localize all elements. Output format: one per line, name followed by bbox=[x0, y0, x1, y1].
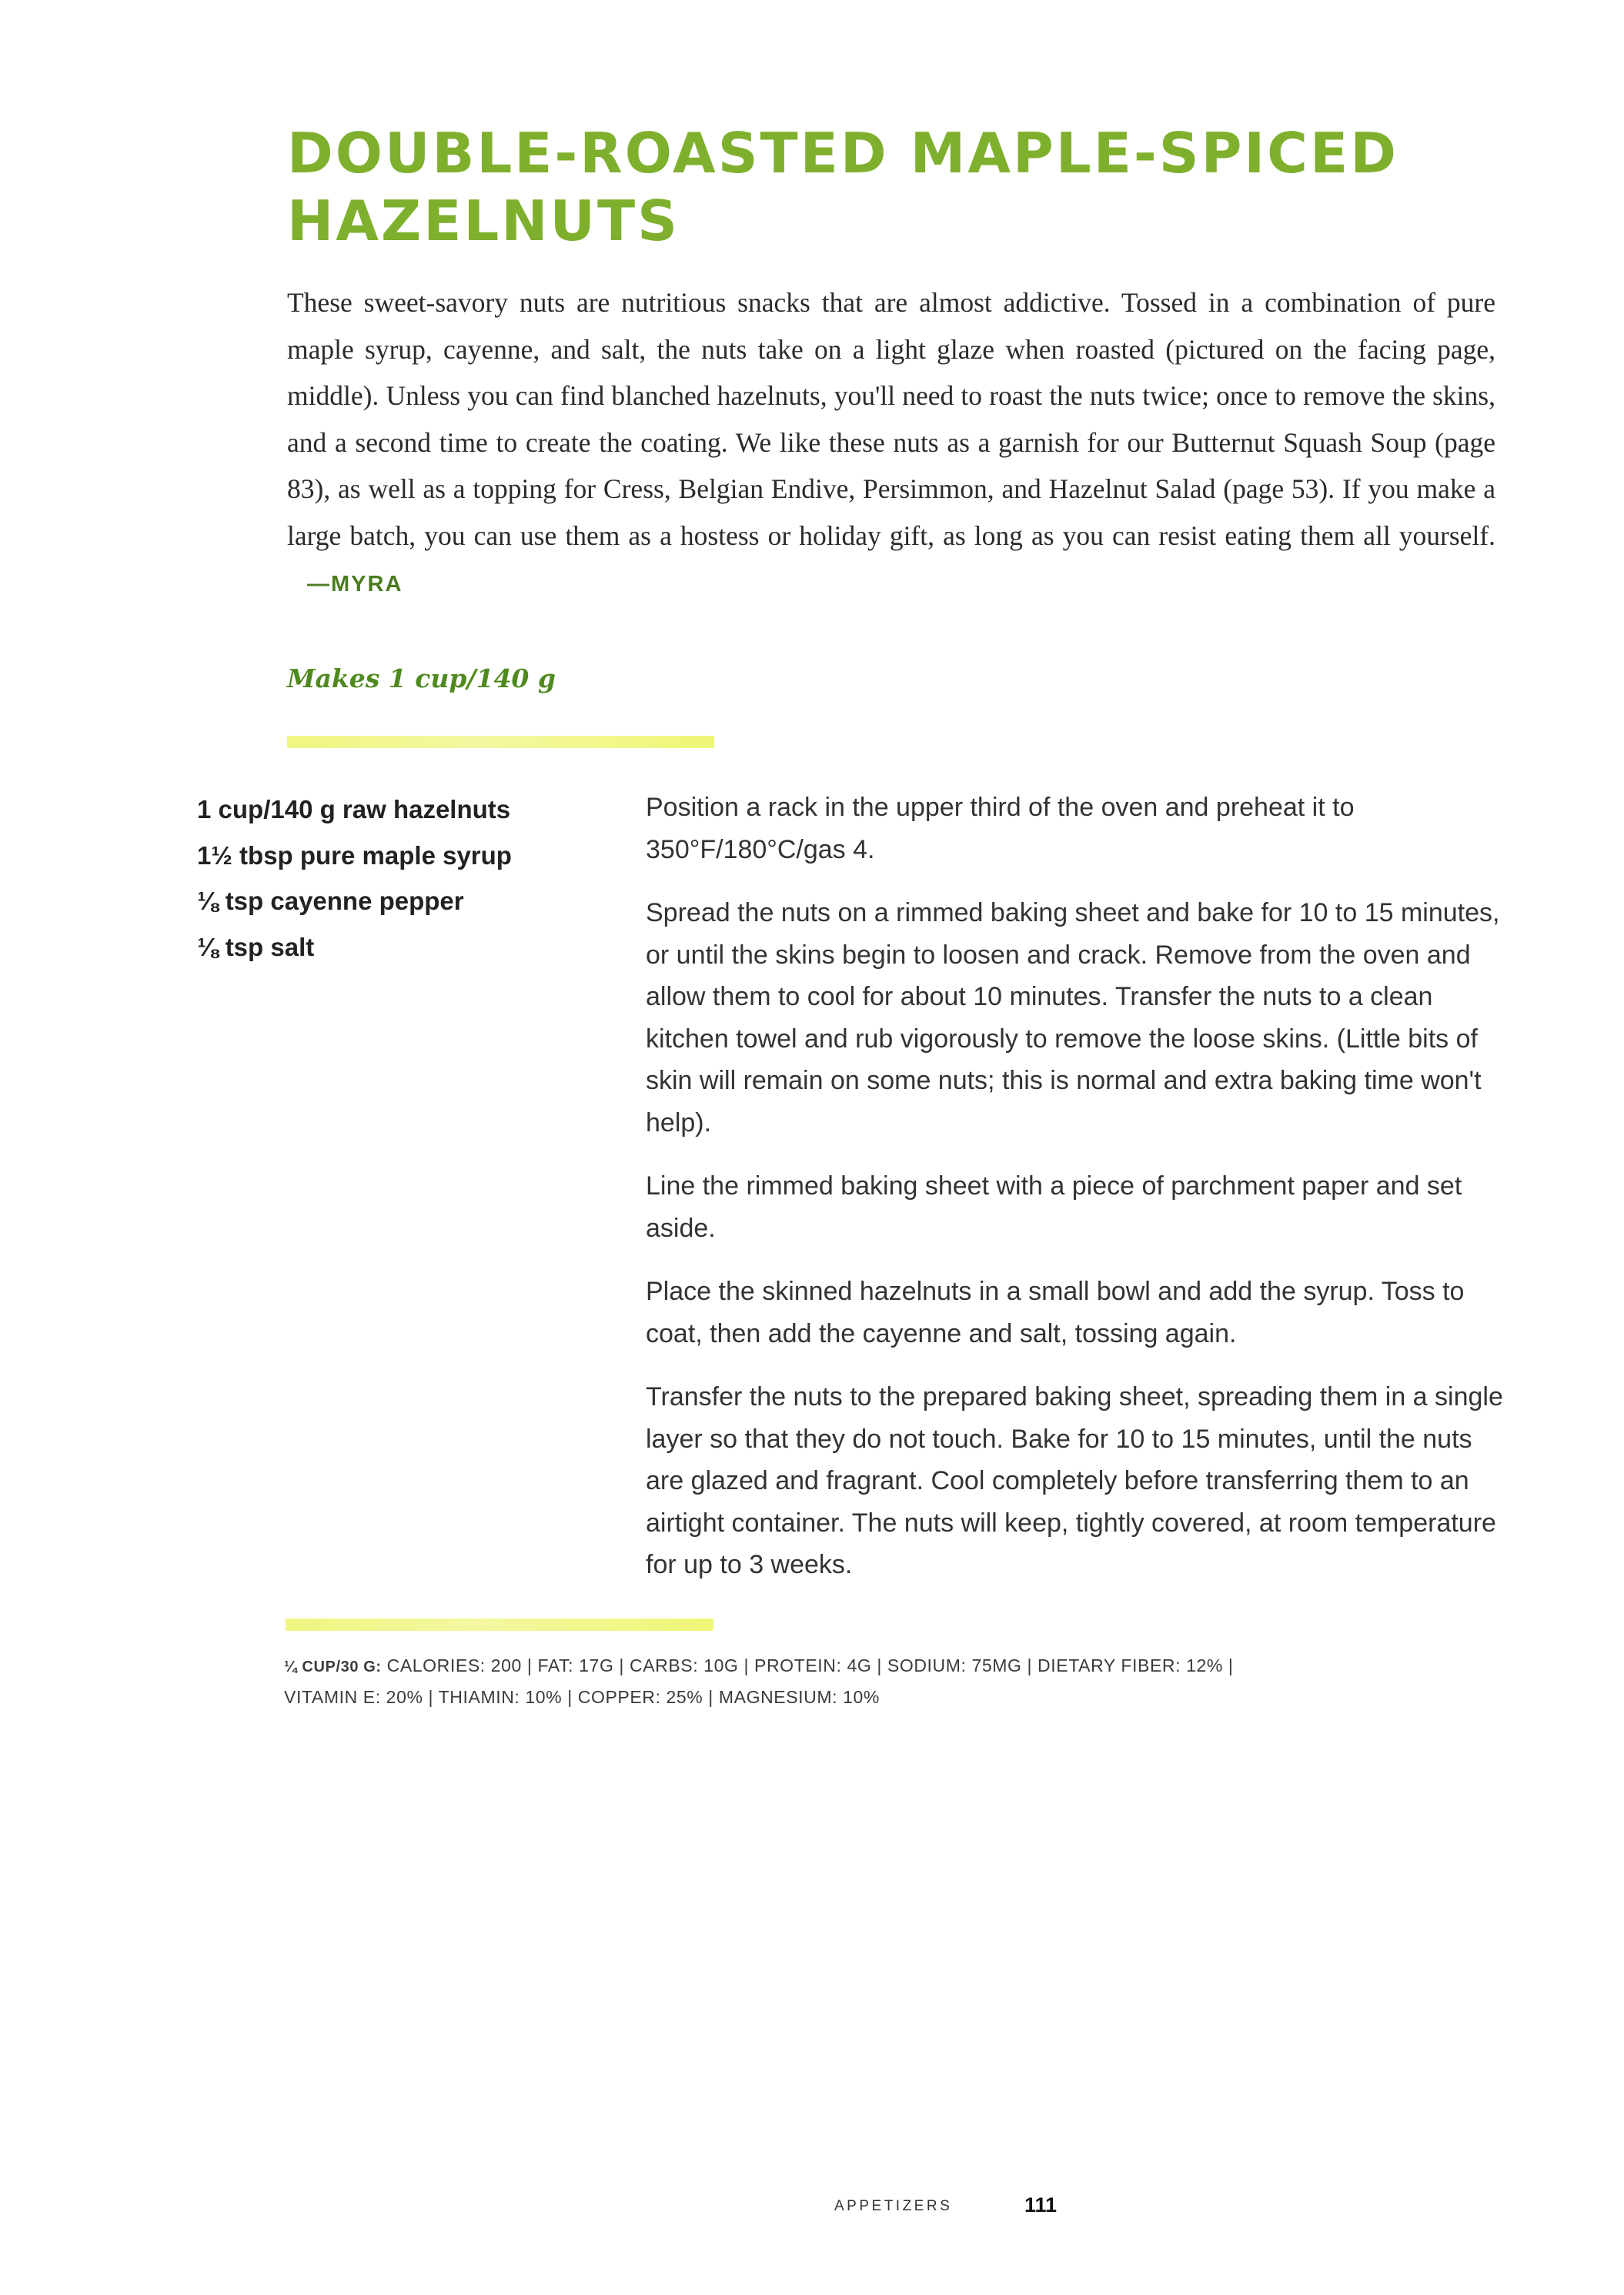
method-step: Transfer the nuts to the prepared baking sheet, spreading them in a single layer so that they do not touch. Bake for 10 to 15 minutes, until the nuts are glazed and fragrant. Cool completely before transferring them to an airtight container. The nuts will keep, tightly covered, at room temperature for up to 3 weeks. bbox=[646, 1382, 1503, 1579]
nutrition-info bbox=[284, 1651, 1554, 1712]
method-steps bbox=[646, 787, 1504, 1608]
nutrition-line-2: VITAMIN E: 20% | THIAMIN: 10% | COPPER: 25% | MAGNESIUM: 10% bbox=[284, 1687, 880, 1707]
method-step: Spread the nuts on a rimmed baking sheet and bake for 10 to 15 minutes, or until the skins begin to loosen and crack. Remove from the oven and allow them to cool for about 10 minutes. Transfer the nuts to a clean kitchen towel and rub vigorously to remove the loose skins. (Little bits of skin will remain on some nuts; this is normal and extra baking time won't help). bbox=[646, 898, 1500, 1137]
ingredient-item: 1 cup/140 g raw hazelnuts bbox=[197, 795, 511, 823]
ingredient-item: 1½ tbsp pure maple syrup bbox=[197, 840, 512, 870]
recipe-intro bbox=[287, 279, 1495, 608]
nutrition-line-1: CALORIES: 200 | FAT: 17G | CARBS: 10G | PROTEIN: 4G | SODIUM: 75MG | DIETARY FIBER: 12% | bbox=[386, 1655, 1234, 1675]
recipe-title: DOUBLE-ROASTED MAPLE-SPICED HAZELNUTS bbox=[287, 121, 1398, 253]
intro-text: These sweet-savory nuts are nutritious snacks that are almost addictive. Tossed in a combination of pure maple syrup, cayenne, and salt, the nuts take on a light glaze when roasted (pictured on the facing page, middle). Unless you can find blanched hazelnuts, you'll need to roast the nuts twice; once to remove the skins, and a second time to create the coating. We like these nuts as a garnish for our Butternut Squash Soup (page 83), as well as a topping for Cress, Belgian Endive, Persimmon, and Hazelnut Salad (page 53). If you make a large batch, you can use them as a hostess or holiday gift, as long as you can resist eating them all yourself. bbox=[287, 287, 1495, 551]
method-step: Line the rimmed baking sheet with a piece of parchment paper and set aside. bbox=[646, 1171, 1462, 1243]
intro-author: —MYRA bbox=[307, 572, 403, 596]
method-step: Position a rack in the upper third of the oven and preheat it to 350°F/180°C/gas 4. bbox=[646, 793, 1355, 864]
highlight-divider-bottom bbox=[286, 1619, 713, 1631]
method-step: Place the skinned hazelnuts in a small bowl and add the syrup. Toss to coat, then add the cayenne and salt, tossing again. bbox=[646, 1277, 1465, 1348]
ingredient-item: ⅛ tsp cayenne pepper bbox=[197, 887, 464, 915]
ingredient-item: ⅛ tsp salt bbox=[197, 932, 315, 961]
nutrition-serving: ¼ CUP/30 G: bbox=[284, 1659, 382, 1675]
ingredient-list bbox=[197, 787, 597, 970]
footer-page-number: 111 bbox=[1024, 2193, 1058, 2216]
recipe-yield: Makes 1 cup/140 g bbox=[287, 663, 556, 693]
footer-section-name: APPETIZERS bbox=[834, 2198, 953, 2214]
highlight-divider-top bbox=[287, 736, 714, 748]
